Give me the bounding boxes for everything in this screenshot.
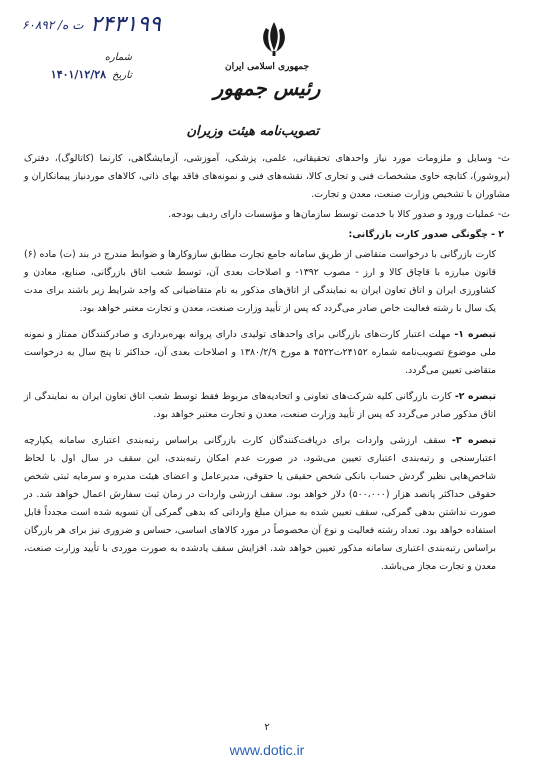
president-title: رئیس جمهور [213,76,321,100]
document-body [24,150,510,578]
clause-se: ث- عملیات ورود و صدور کالا با خدمت توسط سازمان‌ها و مؤسسات دارای ردیف بودجه. [168,209,510,220]
note-2 [24,388,510,424]
number-label: شماره [104,52,132,63]
note-3-text: سقف ارزشی واردات برای دریافت‌کنندگان کارت بازرگانی براساس رتبه‌بندی اعتباری سامانه یکپارچه اعتبارسنجی و رتبه‌بندی اعتباری تعیین می‌شود. در صورت عدم امکان رتبه‌بندی، این سقف در سال اول با لحاظ شاخص‌هایی نظیر گردش حساب بانکی شخص حقیقی یا حقوقی، مدیرعامل و اعضای هیئت مدیره و سرمایه ثبتی شخص حقوقی حداکثر پانصد هزار (۵۰۰،۰۰۰) دلار خواهد بود. سقف ارزشی واردات در زمان ثبت سفارش اعمال خواهد شد. در صورت نداشتن بدهی گمرکی، سقف تعیین شده به میزان مبلغ وارداتی که بدهی گمرکی آن تسویه شده است مجدداً قابل استفاده خواهد بود. تعداد رشته فعالیت و نوع آن مخصوصاً در مورد کالاهای اساسی، حساس و ضروری نیز برای هر بازرگان براساس رتبه‌بندی اعتباری سامانه مذکور تعیین خواهد شد. افزایش سقف یادشده به صورت موردی با تأیید وزارت صنعت، معدن و تجارت مجاز می‌باشد. [24,435,496,572]
main-paragraph: کارت بازرگانی با درخواست متقاضی از طریق سامانه جامع تجارت مطابق سازوکارها و ضوابط مندرج در بند (ت) ماده (۶) قانون مبارزه با قاچاق کالا و ارز - مصوب ۱۳۹۲- و اصلاحات بعدی آن، توسط شعب اتاق بازرگانی، صنایع، معادن و کشاورزی ایران و اتاق تعاون ایران به نمایندگی از اتاق‌های مذکور به نام متقاضیانی که واجد شرایط زیر باشند برای مدت یک سال با رشته فعالیت خاص صادر می‌گردد که پس از تأیید وزارت صنعت، معدن و تجارت معتبر خواهد بود. [24,249,496,314]
note-2-text: کارت بازرگانی کلیه شرکت‌های تعاونی و اتحادیه‌های مربوط فقط توسط شعب اتاق تعاون ایران به نمایندگی از اتاق مذکور صادر می‌گردد که پس از تأیید وزارت صنعت، معدن و تجارت معتبر خواهد بود. [24,391,496,420]
date-value: ۱۴۰۱/۱۲/۲۸ [50,68,107,81]
note-1-label: تبصره ۱- [454,329,497,340]
registration-number: ۶۰۸۹۲ /ت ه [22,18,84,32]
note-1-text: مهلت اعتبار کارت‌های بازرگانی برای واحدهای تولیدی دارای پروانه بهره‌برداری و صادرکنندگان ممتاز و نمونه ملی موضوع تصویب‌نامه شماره ۲۴۱۵۲ت۴۵۲۲ ه‍ مورخ ۱۳۸۰/۲/۹ و اصلاحات بعدی آن، حداکثر تا پنج سال به درخواست متقاضی تعیین می‌گردد. [24,329,497,376]
section-heading-2: ۲ - چگونگی صدور کارت بازرگانی: [348,229,504,240]
note-3-label: تبصره ۳- [451,435,496,446]
page-number: ۲ [264,722,270,733]
iran-emblem-icon [257,18,291,58]
site-watermark: www.dotic.ir [229,742,305,758]
document-serial-number: ۲۴۳۱۹۹ [90,12,161,37]
note-1 [24,326,510,380]
note-3 [24,432,510,576]
republic-title: جمهوری اسلامی ایران [224,62,310,72]
cabinet-title: تصویب‌نامه هیئت وزیران [186,124,319,139]
clause-ta: ث- وسایل و ملزومات مورد نیاز واحدهای تحقیقاتی، علمی، پزشکی، آموزشی، آزمایشگاهی، کارنما (کاتالوگ)، دفترک (بروشور)، کتابچه حاوی مشخصات فنی و تجاری کالا، نقشه‌های فنی و نمونه‌های فاقد بهای ذاتی، کالاهای موردنیاز پیمانکاران و مشاوران با تشخیص وزارت صنعت، معدن و تجارت. [24,153,510,200]
note-2-label: تبصره ۲- [454,391,497,402]
date-label: تاریخ [112,70,132,81]
